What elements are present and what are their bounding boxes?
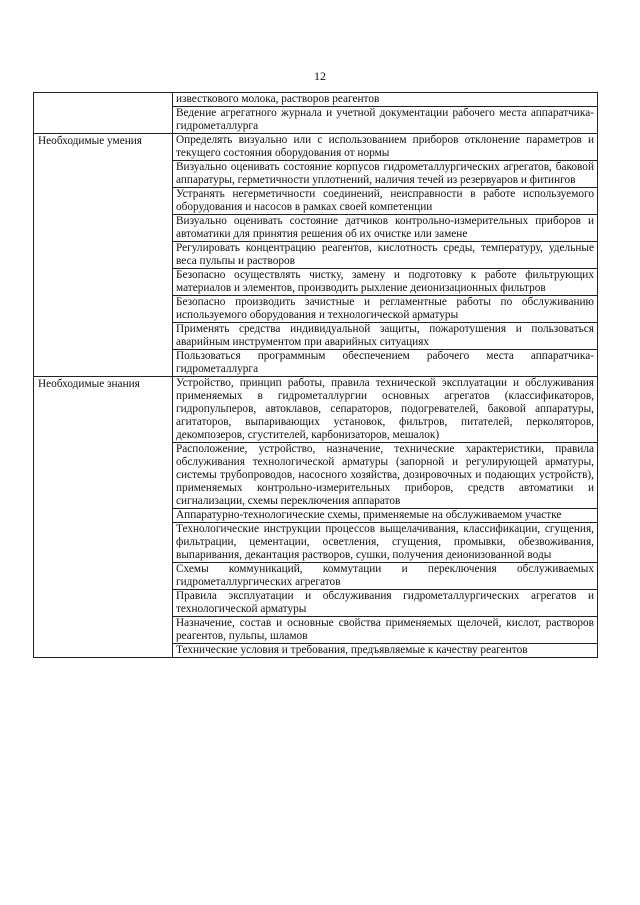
item-cell: Пользоваться программным обеспечением рабочего места аппаратчика-гидрометаллурга <box>173 350 598 377</box>
item-cell: Визуально оценивать состояние датчиков контрольно-измерительных приборов и автоматики для принятия решения об их очистке или замене <box>173 215 598 242</box>
item-cell: Технические условия и требования, предъявляемые к качеству реагентов <box>173 644 598 658</box>
item-cell: известкового молока, растворов реагентов <box>173 93 598 107</box>
item-cell: Схемы коммуникаций, коммутации и переключения обслуживаемых гидрометаллургических агрегатов <box>173 563 598 590</box>
item-cell: Применять средства индивидуальной защиты, пожаротушения и пользоваться аварийным инструментом при аварийных ситуациях <box>173 323 598 350</box>
item-cell: Расположение, устройство, назначение, технические характеристики, правила обслуживания технологической арматуры (запорной и регулирующей арматуры, системы трубопроводов, насосного хозяйства, дозировочных и подающих устройств), применяемых контрольно-измерительных приборов, средств автоматики и сигнализации, схемы переключения аппаратов <box>173 443 598 509</box>
item-cell: Безопасно производить зачистные и регламентные работы по обслуживанию используемого оборудования и технологической арматуры <box>173 296 598 323</box>
category-cell-knowledge: Необходимые знания <box>34 377 173 658</box>
item-cell: Устранять негерметичности соединений, неисправности в работе используемого оборудования и насосов в рамках своей компетенции <box>173 188 598 215</box>
item-cell: Ведение агрегатного журнала и учетной документации рабочего места аппаратчика-гидрометаллурга <box>173 107 598 134</box>
item-cell: Аппаратурно-технологические схемы, применяемые на обслуживаемом участке <box>173 509 598 523</box>
item-cell: Назначение, состав и основные свойства применяемых щелочей, кислот, растворов реагентов, пульпы, шламов <box>173 617 598 644</box>
item-cell: Устройство, принцип работы, правила технической эксплуатации и обслуживания применяемых в гидрометаллургии основных агрегатов (классификаторов, гидропульперов, автоклавов, сепараторов, подогревателей, баковой аппаратуры, агитаторов, выпаривающих установок, фильтров, питателей, перколяторов, декомпозеров, сгустителей, карбонизаторов, мешалок) <box>173 377 598 443</box>
category-cell <box>34 93 173 134</box>
requirements-table <box>33 92 598 658</box>
item-cell: Определять визуально или с использованием приборов отклонение параметров и текущего состояния оборудования от нормы <box>173 134 598 161</box>
item-cell: Регулировать концентрацию реагентов, кислотность среды, температуру, удельные веса пульпы и растворов <box>173 242 598 269</box>
page-number: 12 <box>314 69 326 83</box>
item-cell: Визуально оценивать состояние корпусов гидрометаллургических агрегатов, баковой аппаратуры, герметичности уплотнений, наличия течей из резервуаров и фитингов <box>173 161 598 188</box>
table-row <box>34 134 598 161</box>
category-cell-skills: Необходимые умения <box>34 134 173 377</box>
item-cell: Правила эксплуатации и обслуживания гидрометаллургических агрегатов и технологической арматуры <box>173 590 598 617</box>
table-row <box>34 377 598 443</box>
table-row <box>34 93 598 107</box>
item-cell: Безопасно осуществлять чистку, замену и подготовку к работе фильтрующих материалов и элементов, производить рыхление деионизационных фильтров <box>173 269 598 296</box>
item-cell: Технологические инструкции процессов выщелачивания, классификации, сгущения, фильтрации, цементации, осветления, сгущения, промывки, обезвоживания, выпаривания, декантация растворов, сушки, получения деионизованной воды <box>173 523 598 563</box>
